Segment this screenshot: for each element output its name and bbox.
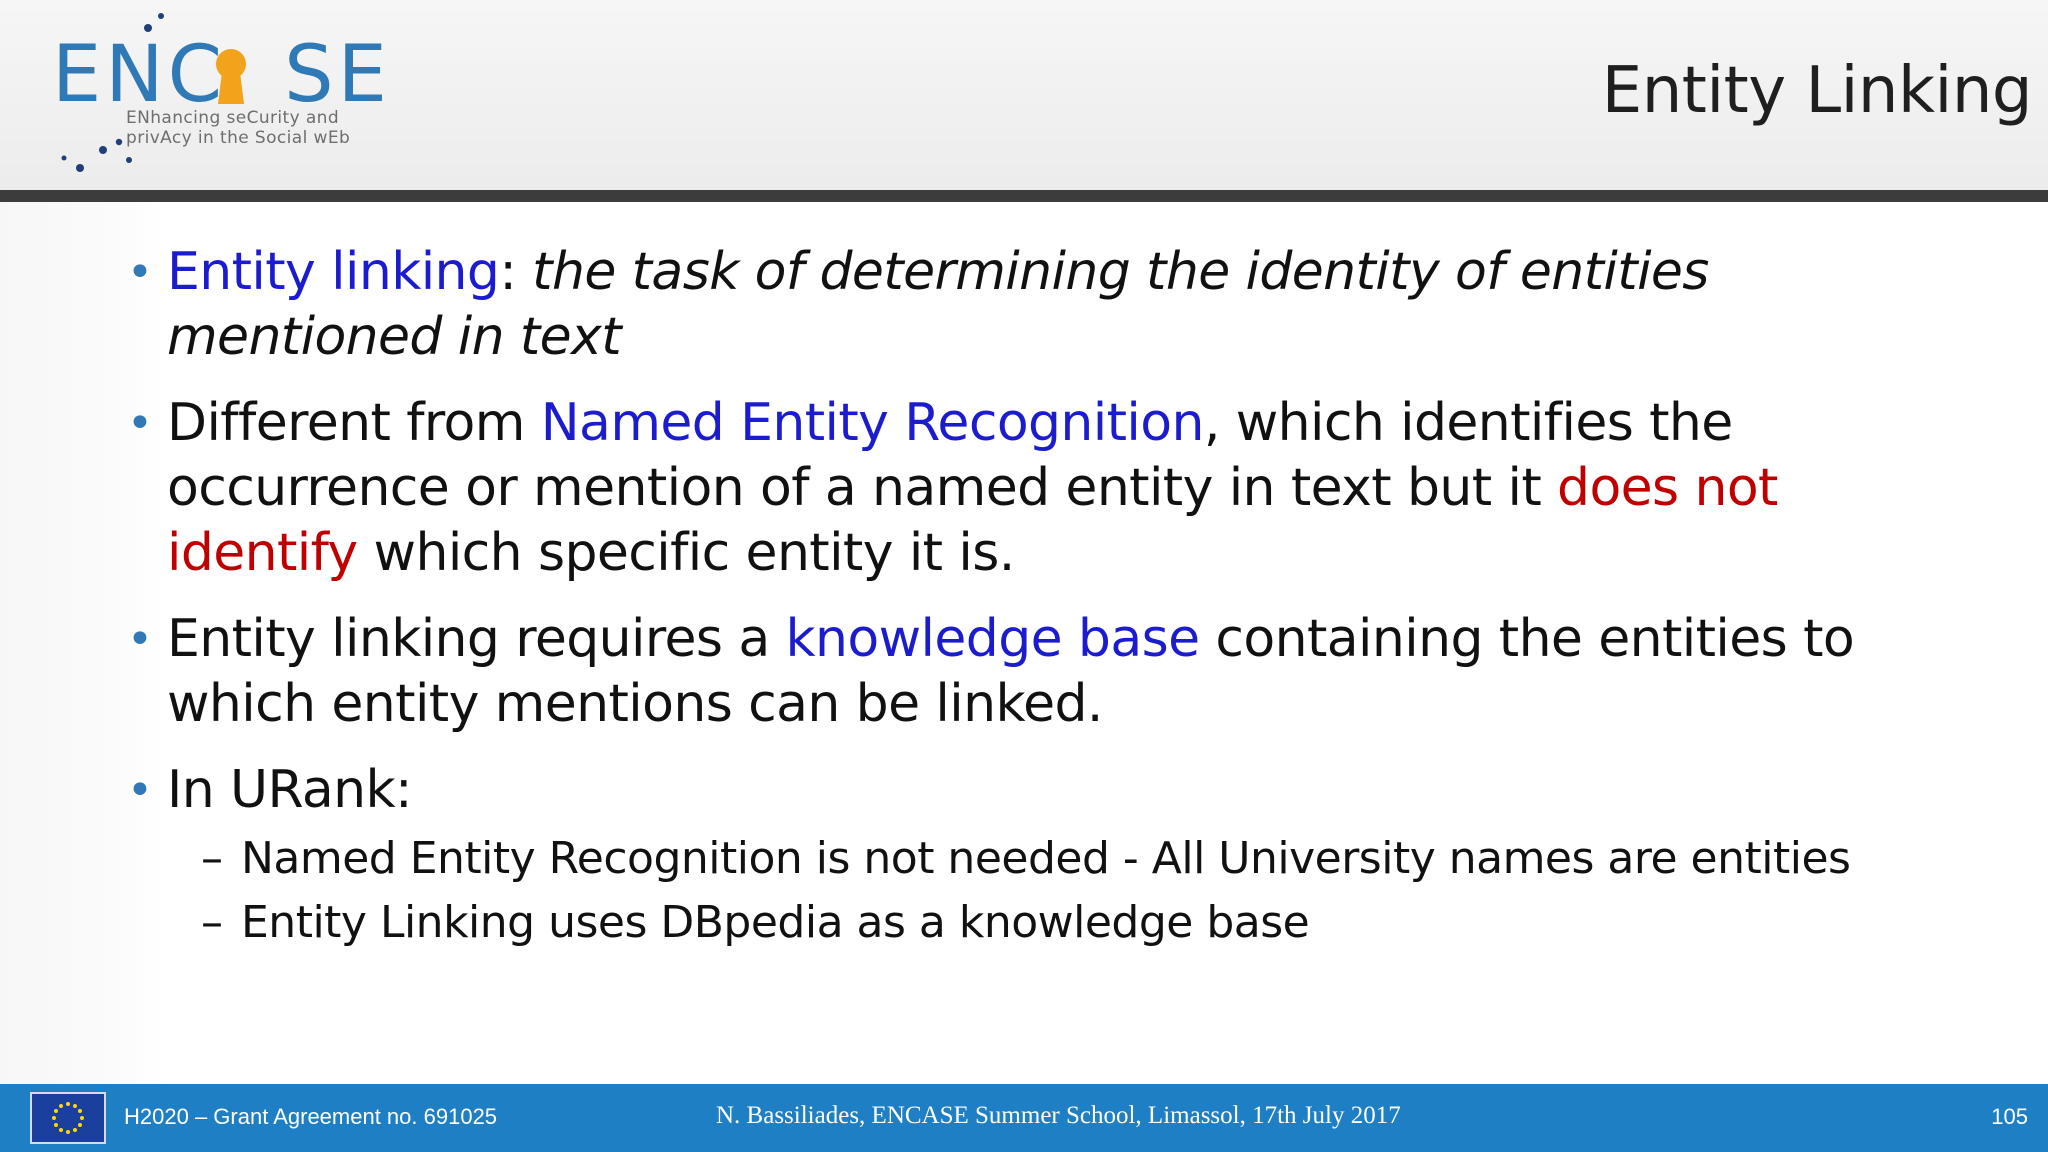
bullet-urank bbox=[125, 758, 1925, 955]
slide-footer bbox=[0, 1084, 2048, 1152]
header-divider bbox=[0, 190, 2048, 202]
bullet-ner-difference bbox=[125, 391, 1925, 586]
term-ner: Named Entity Recognition bbox=[540, 393, 1204, 453]
colon: : bbox=[499, 242, 517, 302]
slide-title: Entity Linking bbox=[1601, 54, 2032, 128]
bullet-knowledge-base bbox=[125, 607, 1925, 737]
bullet-text: containing the entities to which entity mentions can be linked. bbox=[167, 609, 1855, 734]
bullet-text: Different from bbox=[167, 393, 541, 453]
footer-event: N. Bassiliades, ENCASE Summer School, Limassol, 17th July 2017 bbox=[716, 1102, 1401, 1129]
emphasis-does-not-identify: does not identify bbox=[167, 458, 1778, 583]
bullet-text: , which identifies the occurrence or mention of a named entity in text but it bbox=[167, 393, 1733, 518]
sub-bullet-list bbox=[167, 827, 1925, 955]
logo-tagline-line2: privAcy in the Social wEb bbox=[126, 128, 351, 148]
bullet-text: In URank: bbox=[167, 760, 412, 820]
sub-bullet-ner-not-needed: – Named Entity Recognition is not needed - All University names are entities bbox=[201, 827, 1925, 891]
encase-logo bbox=[50, 8, 391, 178]
slide-content bbox=[0, 202, 2048, 1084]
bullet-text: which specific entity it is. bbox=[357, 523, 1015, 583]
logo-tagline-line1: ENhancing seCurity and bbox=[126, 108, 340, 128]
bullet-text: Entity linking requires a bbox=[167, 609, 786, 669]
term-knowledge-base: knowledge base bbox=[785, 609, 1200, 669]
definition-text: the task of determining the identity of entities mentioned in text bbox=[167, 242, 1709, 367]
term-entity-linking: Entity linking bbox=[167, 242, 500, 302]
eu-flag-icon bbox=[30, 1092, 106, 1144]
bullet-entity-linking-definition bbox=[125, 240, 1925, 370]
bullet-list bbox=[125, 240, 1925, 976]
footer-grant: H2020 – Grant Agreement no. 691025 bbox=[124, 1104, 498, 1129]
page-number: 105 bbox=[1991, 1104, 2028, 1129]
logo-wordmark: ENC SE bbox=[52, 30, 391, 120]
slide-header bbox=[0, 0, 2048, 190]
sub-bullet-dbpedia: – Entity Linking uses DBpedia as a knowledge base bbox=[201, 891, 1925, 955]
